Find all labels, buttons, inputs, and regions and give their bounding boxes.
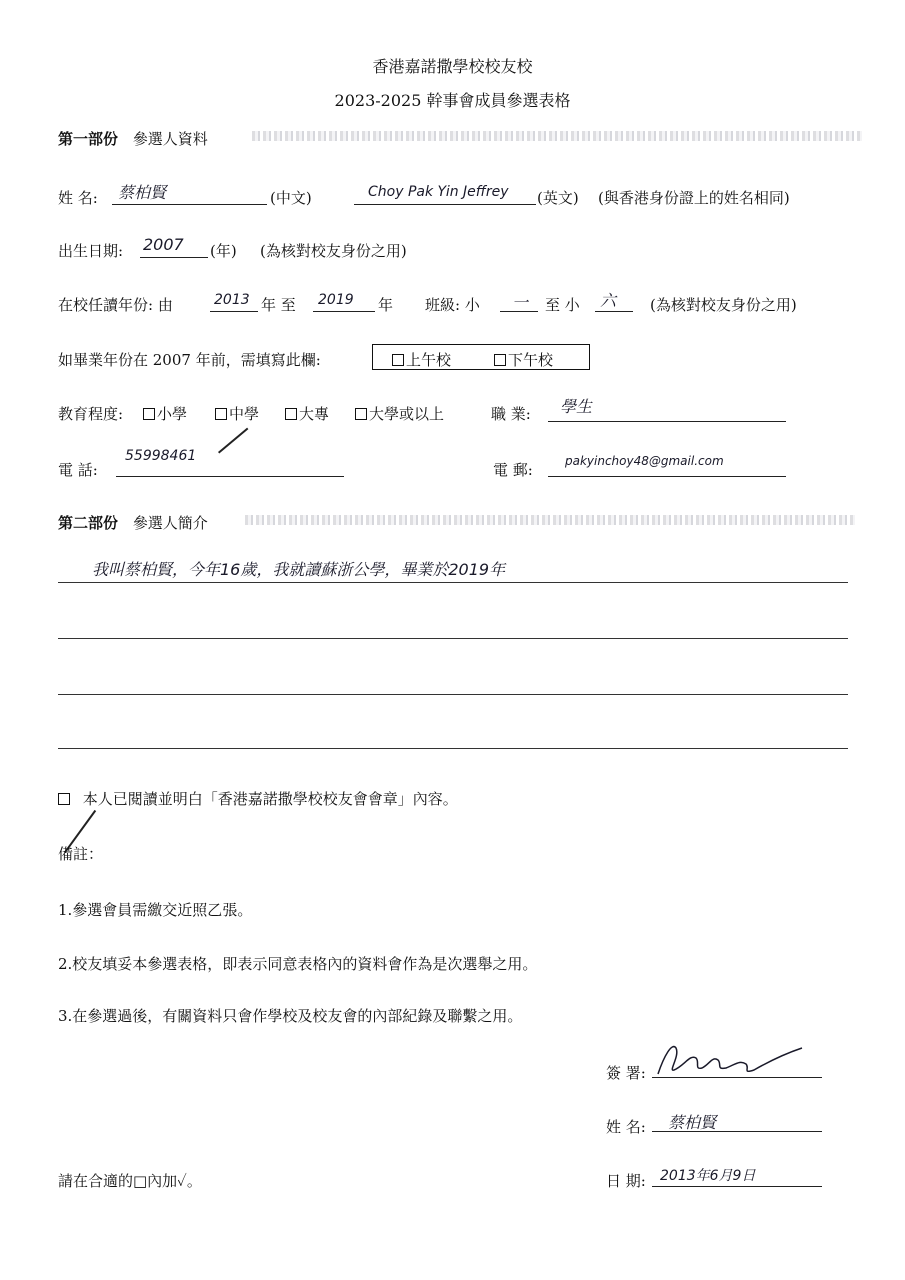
form-title-form: 2023-2025 幹事會成員參選表格 [334,91,571,110]
education-label: 教育程度: [58,405,124,423]
phone-value[interactable]: 55998461 [125,448,197,464]
english-suffix: (英文) [537,189,579,207]
edu-option-university[interactable] [355,403,444,424]
email-line [548,476,786,477]
part1-heading-label: 第一部份 [58,130,119,148]
intro-line-4 [58,748,848,749]
option-am-label: 上午校 [406,351,452,369]
occupation-line [548,421,786,422]
part1-heading [58,128,208,149]
signature-line [652,1077,822,1078]
option-pm-label: 下午校 [508,351,554,369]
email-value[interactable]: pakyinchoy48@gmail.com [565,454,724,468]
email-label: 電 郵: [493,461,533,479]
school-year2-text: 年 [378,296,394,314]
sign-name-value[interactable]: 蔡柏賢 [668,1113,717,1132]
sign-name-label: 姓 名: [606,1118,646,1136]
edu-option-university-label: 大學或以上 [369,405,445,423]
redaction-scribble [252,131,862,141]
part2-heading-label: 第二部份 [58,514,119,532]
phone-label: 電 話: [58,461,98,479]
english-name-line [354,204,536,205]
date-line [652,1186,822,1187]
note-item-2: 2.校友填妥本參選表格，即表示同意表格內的資料會作為是次選舉之用。 [58,955,538,973]
chinese-name-line [112,204,267,205]
graduation-label: 如畢業年份在 2007 年前，需填寫此欄: [58,351,321,369]
option-am[interactable] [392,349,451,370]
note-item-1: 1.參選會員需繳交近照乙張。 [58,901,253,919]
note-item-3: 3.在參選過後，有關資料只會作學校及校友會的內部紀錄及聯繫之用。 [58,1007,523,1025]
birth-note: (為核對校友身份之用) [260,242,407,260]
date-label: 日 期: [606,1172,646,1190]
class-to-line [595,311,633,312]
edu-option-primary-label: 小學 [157,405,188,423]
edu-option-secondary-label: 中學 [229,405,260,423]
part2-subheading: 參選人簡介 [132,514,208,532]
checkbox-pm[interactable] [494,354,506,366]
class-to-value[interactable]: 六 [600,291,617,310]
occupation-label: 職 業: [491,405,531,423]
checkbox-university[interactable] [355,408,367,420]
intro-line-3 [58,694,848,695]
option-pm[interactable] [494,349,553,370]
redaction-scribble-2 [245,515,855,525]
class-from-value[interactable]: 一 [512,293,529,312]
checkbox-am[interactable] [392,354,404,366]
signature-label: 簽 署: [606,1064,646,1082]
notes-title: 備註： [58,845,104,863]
school-to-value[interactable]: 2019 [318,292,354,308]
school-to-line [313,311,375,312]
checkbox-declaration[interactable] [58,793,70,805]
intro-line-1 [58,582,848,583]
class-from-line [500,311,538,312]
footer-instruction: 請在合適的□內加✓。 [58,1172,202,1190]
school-from-line [210,311,258,312]
birth-line [140,257,208,258]
edu-option-college-label: 大專 [299,405,330,423]
signature-scribble [650,1036,810,1080]
part2-heading [58,512,208,533]
english-name-value[interactable]: Choy Pak Yin Jeffrey [368,184,509,200]
part1-subheading: 參選人資料 [132,130,208,148]
checkbox-college[interactable] [285,408,297,420]
name-label: 姓 名: [58,189,98,207]
school-year1-text: 年 至 [261,296,296,314]
school-from-value[interactable]: 2013 [214,292,250,308]
date-value[interactable]: 2013年6月9日 [660,1168,756,1184]
birth-value[interactable]: 2007 [143,235,184,254]
declaration[interactable] [58,788,458,809]
edu-option-secondary[interactable] [215,403,259,424]
edu-option-college[interactable] [285,403,329,424]
chinese-name-value[interactable]: 蔡柏賢 [118,183,167,202]
checkbox-primary[interactable] [143,408,155,420]
declaration-text: 本人已閱讀並明白「香港嘉諾撒學校校友會會章」內容。 [82,790,458,808]
school-years-note: (為核對校友身份之用) [650,296,797,314]
intro-line-2 [58,638,848,639]
phone-line [116,476,344,477]
edu-option-primary[interactable] [143,403,187,424]
checkbox-secondary[interactable] [215,408,227,420]
sign-name-line [652,1131,822,1132]
check-mark-icon [218,428,248,454]
name-note: (與香港身份證上的姓名相同) [598,189,790,207]
school-years-label: 在校任讀年份: 由 [58,296,173,314]
occupation-value[interactable]: 學生 [560,397,593,416]
form-title-school: 香港嘉諾撒學校校友校 [372,57,533,76]
birth-suffix: (年) [210,242,237,260]
class-mid-text: 至 小 [545,296,580,314]
chinese-suffix: (中文) [270,189,312,207]
class-label: 班級: 小 [425,296,480,314]
birth-label: 出生日期: [58,242,124,260]
intro-text[interactable]: 我叫蔡柏賢，今年16歲，我就讀蘇浙公學，畢業於2019年 [92,560,506,579]
